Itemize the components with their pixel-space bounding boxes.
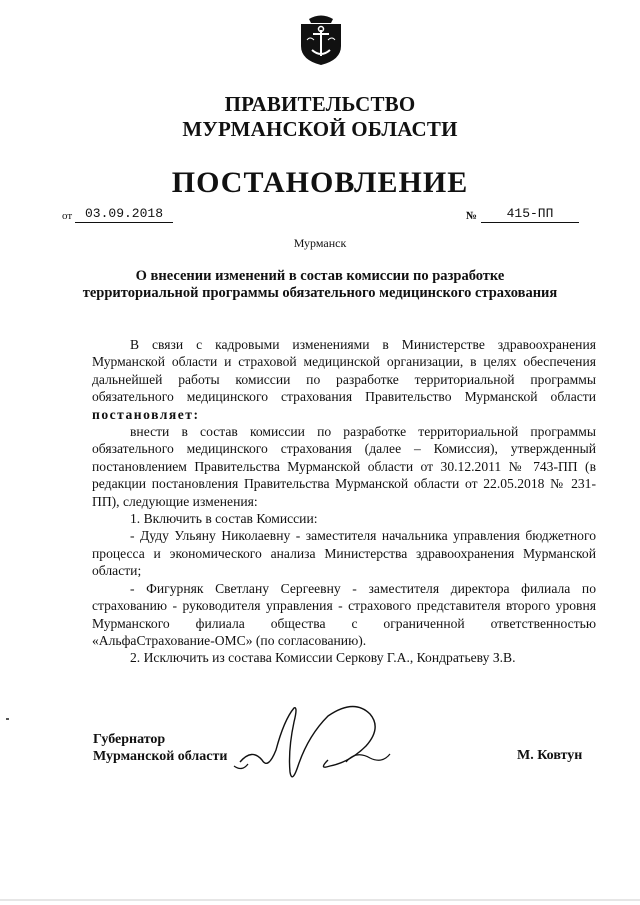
government-name-line2: МУРМАНСКОЙ ОБЛАСТИ (182, 117, 458, 141)
document-body (92, 336, 596, 667)
document-date: 03.09.2018 (75, 206, 173, 223)
scan-edge-line (0, 888, 640, 902)
number-prefix: № (466, 210, 478, 222)
signatory-title-line2: Мурманской области (93, 749, 228, 764)
document-subject (80, 268, 560, 302)
document-number: 415-ПП (481, 206, 579, 223)
signatory-name: М. Ковтун (517, 748, 583, 763)
signatory-title-line1: Губернатор (93, 732, 166, 747)
city: Мурманск (293, 236, 347, 250)
item-1b: - Фигурняк Светлану Сергеевну - заместителя директора филиала по страхованию - руководителя управления - страхового представителя второго уровня Мурманского филиала общества с ограниченной ответственностью «АльфаСтрахование-ОМС» (по согласованию). (92, 580, 596, 648)
intro-text: В связи с кадровыми изменениями в Министерстве здравоохранения Мурманской области и страховой медицинской организации, в целях обеспечения дальнейшей работы комиссии по разработке территориальной программы обязательного медицинского страхования Правительство Мурманской области (92, 337, 596, 405)
item-1: 1. Включить в состав Комиссии: (130, 511, 318, 527)
decision-paragraph: внести в состав комиссии по разработке территориальной программы обязательного медицинского страхования (далее – Комиссия), утвержденный постановлением Правительства Мурманской области от 30.12.2011 № 743-ПП (в редакции постановления Правительства Мурманской области от 22.05.2018 № 231-ПП), следующие изменения: (92, 424, 596, 509)
document-type-title: ПОСТАНОВЛЕНИЕ (171, 166, 469, 199)
decree-word: постановляет: (92, 406, 200, 422)
handwritten-signature (232, 700, 432, 790)
item-1a: - Дуду Ульяну Николаевну - заместителя начальника управления бюджетного процесса и экономического анализа Министерства здравоохранения Мурманской области; (92, 528, 596, 579)
intro-paragraph (92, 336, 596, 423)
item-2: 2. Исключить из состава Комиссии Серкову Г.А., Кондратьеву З.В. (130, 650, 516, 666)
government-name-line1: ПРАВИТЕЛЬСТВО (224, 92, 416, 116)
coat-of-arms-emblem (298, 12, 344, 66)
signatory-title (93, 731, 227, 765)
date-prefix: от (62, 210, 73, 222)
subject-line2: территориальной программы обязательного медицинского страхования (82, 285, 558, 301)
scan-speck (6, 718, 9, 720)
subject-line1: О внесении изменений в состав комиссии по разработке (135, 268, 505, 284)
